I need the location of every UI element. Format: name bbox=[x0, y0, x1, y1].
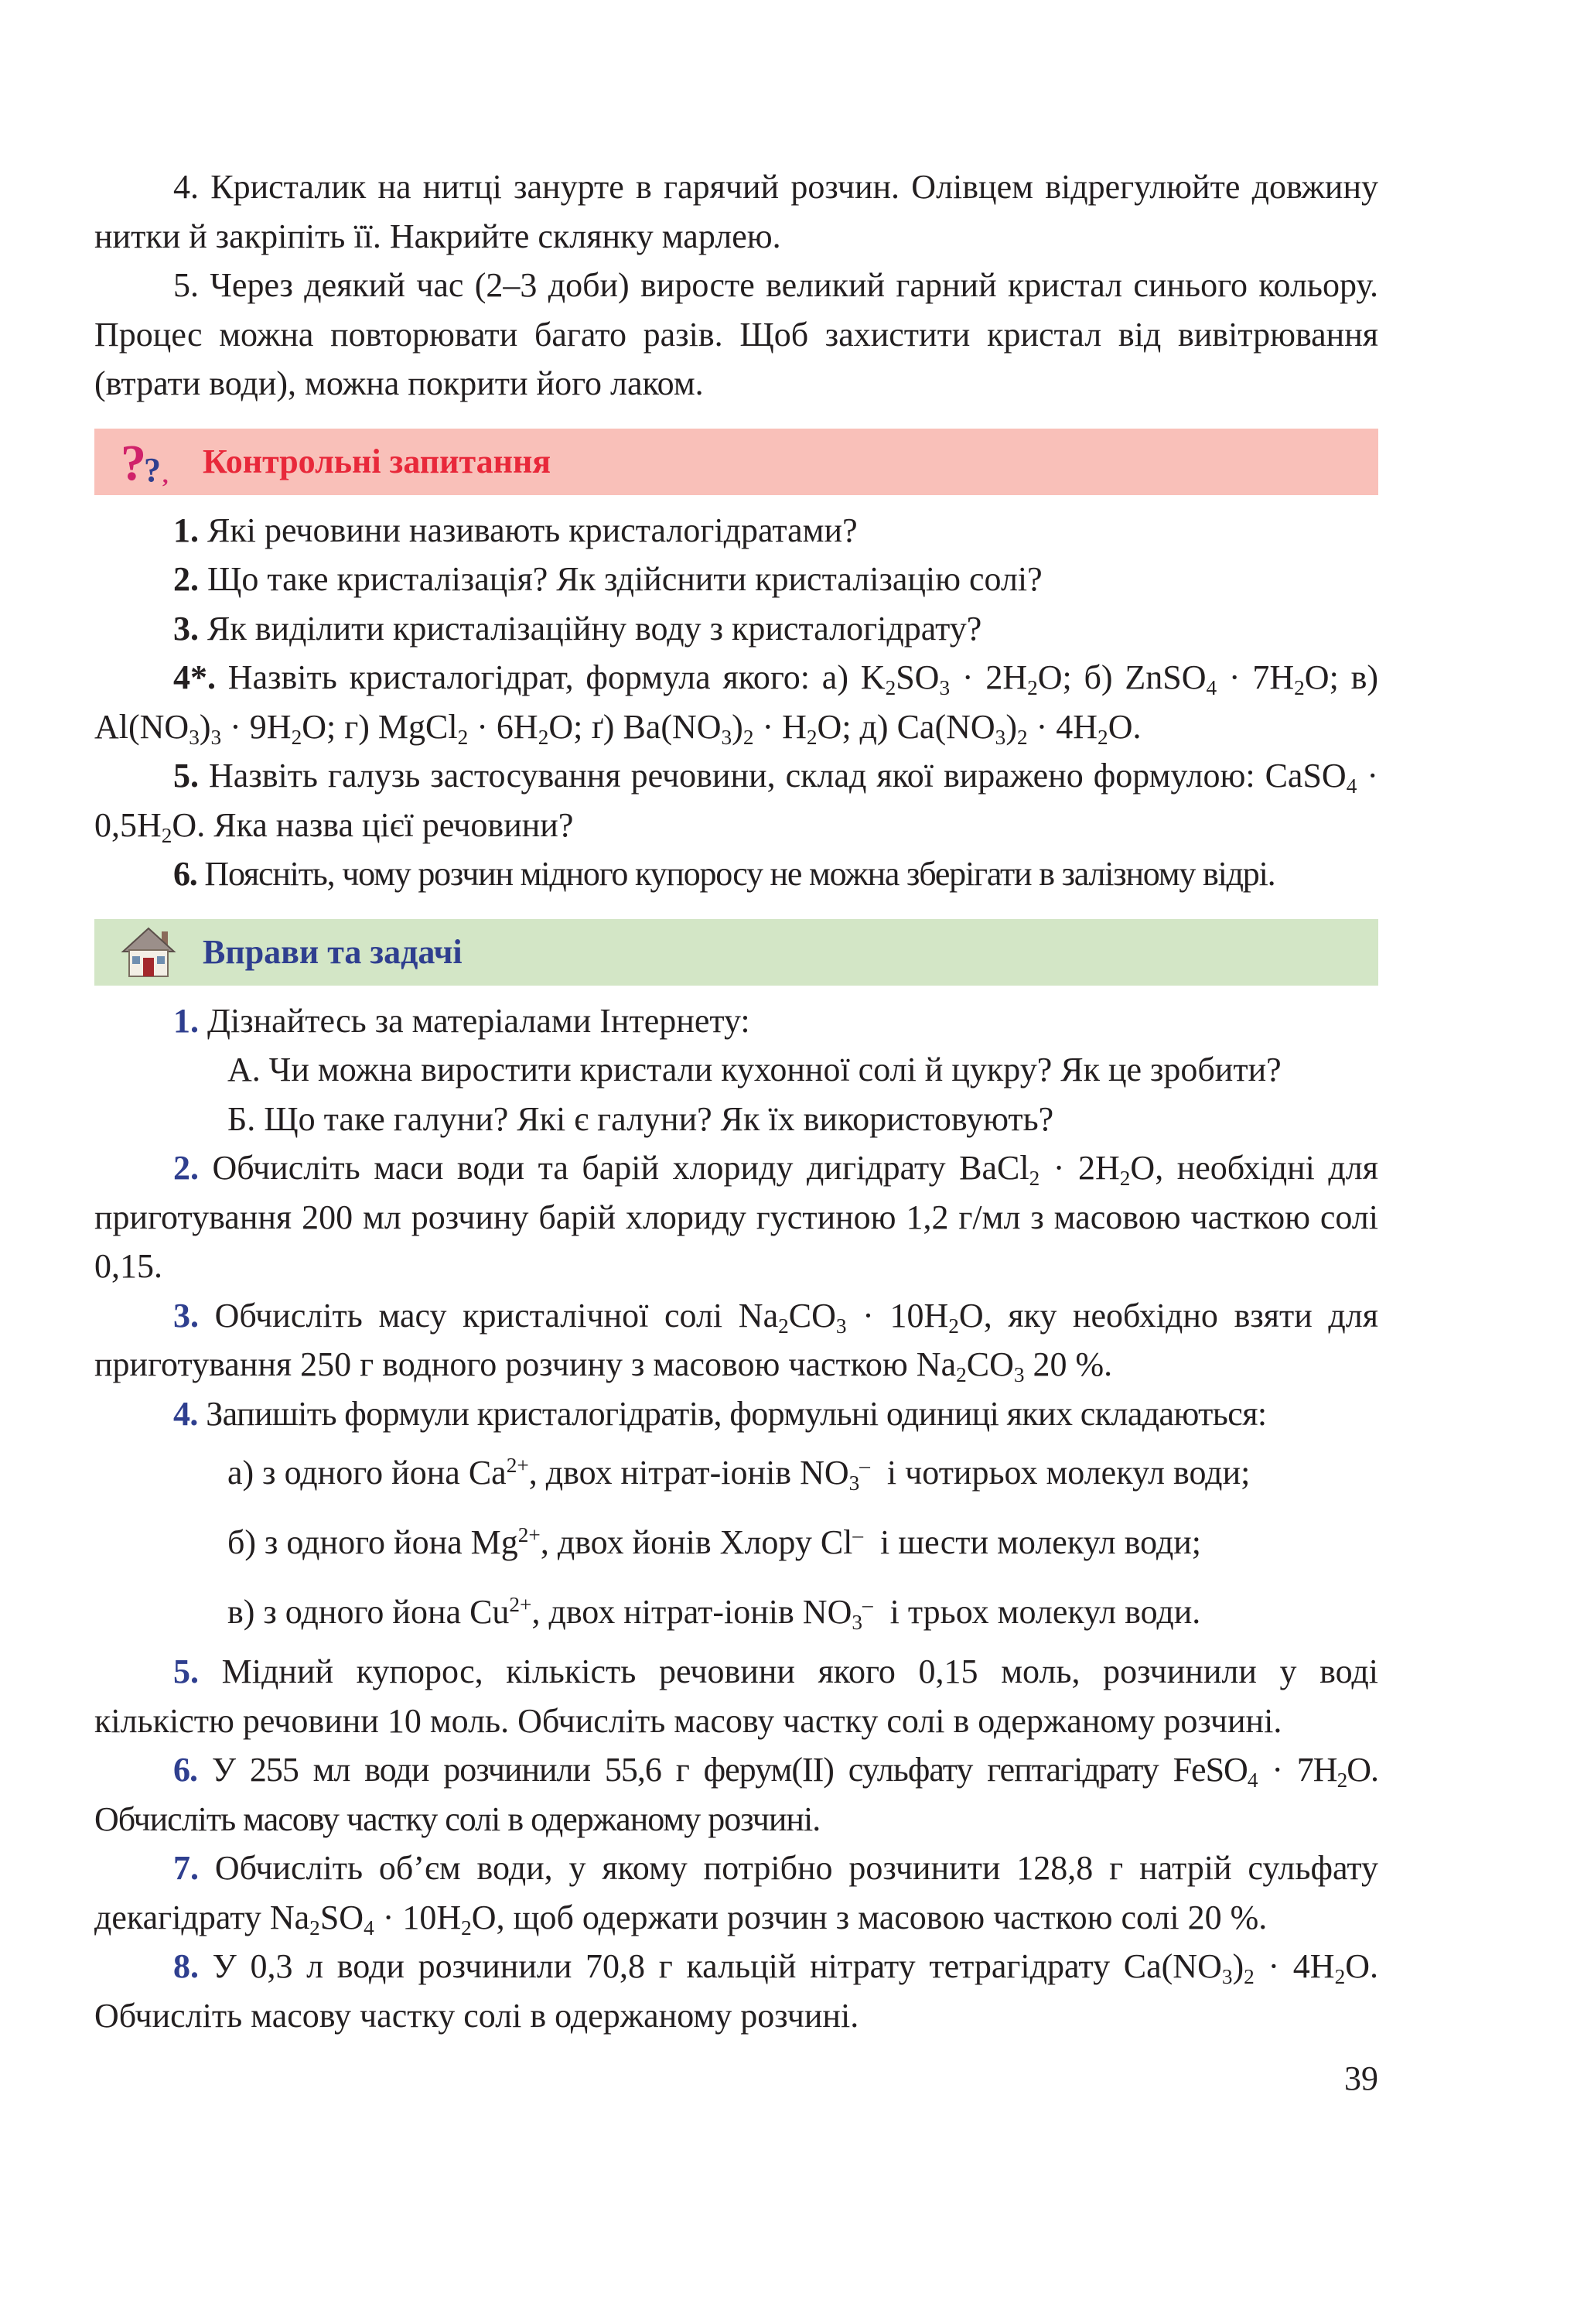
exercise-1: 1. Дізнайтесь за матеріалами Інтернету: bbox=[173, 1001, 750, 1040]
exercise-1-b: Б. Що таке галуни? Які є галуни? Як їх використовують? bbox=[227, 1099, 1054, 1138]
exercise-8: 8. У 0,3 л води розчинили 70,8 г кальцій нітрату тетрагідрату $Ca(NO_3)_2 \cdot 4H_2O$. Обчисліть масову частку солі в одержаному розчині. bbox=[94, 1947, 1378, 2035]
exercise-4-c: в) з одного йона $Cu^{2+}$, двох нітрат-іонів $NO_3^-$ і трьох молекул води. bbox=[227, 1593, 1201, 1635]
question-5: 5. Назвіть галузь застосування речовини, склад якої виражено формулою: CaSO$_4$ · $0,5H_2O$. Яка назва цієї речовини? bbox=[94, 757, 1379, 847]
svg-text:,: , bbox=[162, 462, 169, 488]
house-icon bbox=[94, 919, 203, 986]
exercise-1-a: А. Чи можна виростити кристали кухонної солі й цукру? Як це зробити? bbox=[227, 1051, 1282, 1089]
control-questions-title: Контрольні запитання bbox=[203, 443, 551, 480]
exercise-4-b: б) з одного йона $Mg^{2+}$, двох йонів Хлору Cl– і шести молекул води; bbox=[227, 1523, 1201, 1561]
exercise-2: 2. Обчисліть маси води та барій хлориду дигідрату BaCl$_2$ · $2H_2O$, необхідні для приготування 200 мл розчину барій хлориду густиною 1,2 г/мл з масовою часткою солі 0,15. bbox=[94, 1149, 1378, 1285]
exercise-4-a: а) з одного йона $Ca^{2+}$, двох нітрат-іонів $NO_3^-$ і чотирьох молекул води; bbox=[227, 1454, 1251, 1495]
svg-text:?: ? bbox=[144, 450, 161, 489]
exercise-5: 5. Мідний купорос, кількість речовини якого 0,15 моль, розчинили у воді кількістю речовини 10 моль. Обчисліть масову частку солі в одержаному розчині. bbox=[94, 1652, 1379, 1740]
question-3: 3. Як виділити кристалізаційну воду з кристалогідрату? bbox=[173, 609, 982, 648]
exercise-3: 3. Обчисліть масу кристалічної солі $Na_2CO_3 \cdot 10H_2O$, яку необхідно взяти для приготування 250 г водного розчину з масовою часткою $Na_2CO_3$ 20 %. bbox=[94, 1296, 1378, 1387]
exercise-7: 7. Обчисліть об’єм води, у якому потрібно розчинити 128,8 г натрій сульфату декагідрату $Na_2SO_4 \cdot 10H_2O$, щоб одержати розчин з масовою часткою солі 20 %. bbox=[94, 1849, 1379, 1940]
textbook-page bbox=[94, 162, 1378, 2040]
svg-text:?: ? bbox=[121, 434, 146, 489]
exercise-4: 4. Запишіть формули кристалогідратів, формульні одиниці яких складаються: bbox=[173, 1394, 1267, 1433]
question-1: 1. Які речовини називають кристалогідратами? bbox=[173, 511, 858, 549]
exercise-6: 6. У 255 мл води розчинили 55,6 г ферум(ІІ) сульфату гептагідрату FeSO$_4$ · $7H_2O$. Обчисліть масову частку солі в одержаному розчині. bbox=[94, 1751, 1379, 1838]
question-marks-icon bbox=[94, 429, 203, 495]
question-2: 2. Що таке кристалізація? Як здійснити кристалізацію солі? bbox=[173, 560, 1043, 598]
control-questions-header bbox=[94, 429, 1378, 495]
page-number: 39 bbox=[1344, 2059, 1378, 2097]
paragraph-step-5: 5. Через деякий час (2–3 доби) виросте великий гарний кристал синього кольору. Процес можна повторювати багато разів. Щоб захистити кристал від вивітрювання (втрати води), можна покрити його лаком. bbox=[94, 266, 1378, 402]
exercises-title: Вправи та задачі bbox=[203, 933, 463, 971]
paragraph-step-4: 4. Кристалик на нитці занурте в гарячий розчин. Олівцем відрегулюйте довжину нитки й закріпіть її. Накрийте склянку марлею. bbox=[94, 168, 1378, 255]
exercises-header bbox=[94, 919, 1378, 986]
question-6: 6. Поясніть, чому розчин мідного купоросу не можна зберігати в залізному відрі. bbox=[173, 855, 1275, 893]
question-4: 4*. Назвіть кристалогідрат, формула якого: а) $K_2SO_3 \cdot 2H_2O$; б) ZnSO$_4$ · $7H_2O$; в) $Al(NO_3)_3 \cdot 9H_2O$; г) MgCl$_2$ · $6H_2O$; ґ) $Ba(NO_3)_2 \cdot H_2O$; д) $Ca(NO_3)_2 \cdot 4H_2O$. bbox=[94, 658, 1379, 749]
